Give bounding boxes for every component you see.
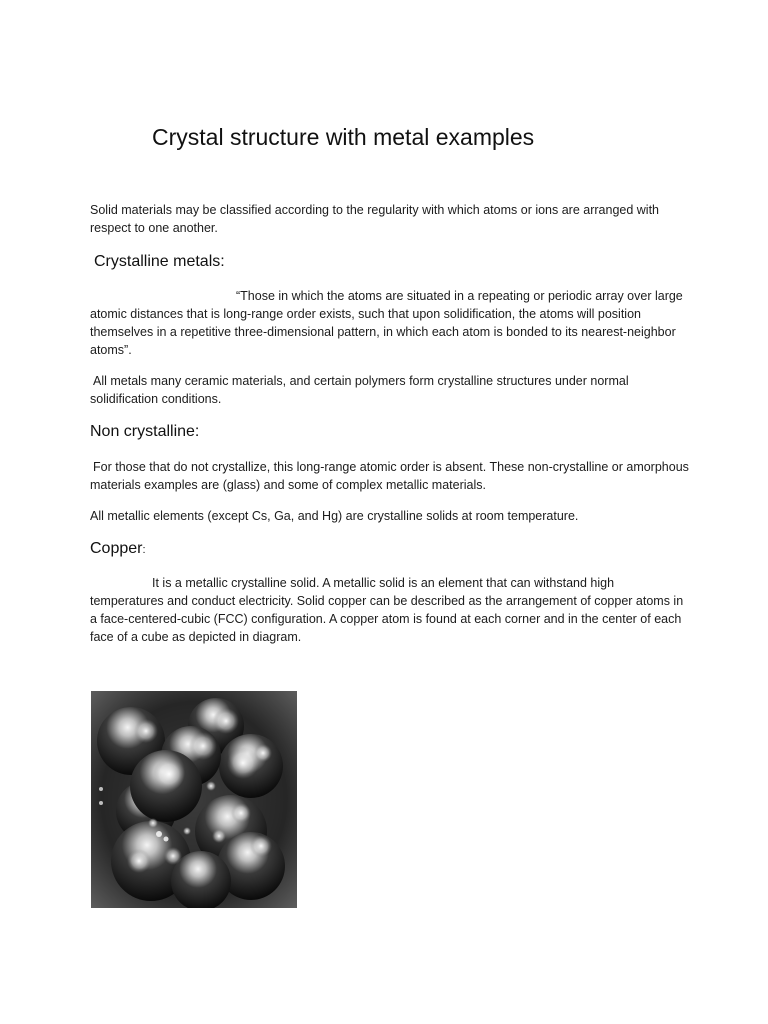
section-heading-crystalline: Crystalline metals:: [94, 253, 225, 270]
crystalline-examples-paragraph: All metals many ceramic materials, and certain polymers form crystalline structures under normal solidification conditions.: [90, 374, 629, 406]
non-crystalline-paragraph: For those that do not crystallize, this long-range atomic order is absent. These non-crystalline or amorphous materials examples are (glass) and some of complex metallic materials.: [90, 460, 689, 492]
fcc-copper-atoms-image: [91, 691, 297, 908]
copper-heading-colon: :: [142, 544, 146, 556]
section-heading-non-crystalline: Non crystalline:: [90, 423, 200, 440]
room-temperature-paragraph: All metallic elements (except Cs, Ga, and Hg) are crystalline solids at room temperature.: [90, 509, 579, 523]
copper-heading-text: Copper: [90, 540, 143, 557]
page-title: Crystal structure with metal examples: [152, 124, 535, 150]
section-heading-copper: [90, 540, 146, 558]
fcc-spheres-illustration: [91, 691, 297, 908]
intro-paragraph: Solid materials may be classified according to the regularity with which atoms or ions are arranged with respect to one another.: [90, 203, 660, 235]
copper-paragraph: It is a metallic crystalline solid. A metallic solid is an element that can withstand high temperatures and conduct electricity. Solid copper can be described as the arrangement of copper atoms in a face-centered-cubic (FCC) configuration. A copper atom is found at each corner and in the center of each face of a cube as depicted in diagram.: [90, 576, 684, 644]
crystalline-definition-paragraph: “Those in which the atoms are situated in a repeating or periodic array over large atomic distances that is long-range order exists, such that upon solidification, the atoms will position themselves in a repetitive three-dimensional pattern, in which each atom is bonded to its nearest-neighbor atoms”.: [90, 289, 683, 357]
